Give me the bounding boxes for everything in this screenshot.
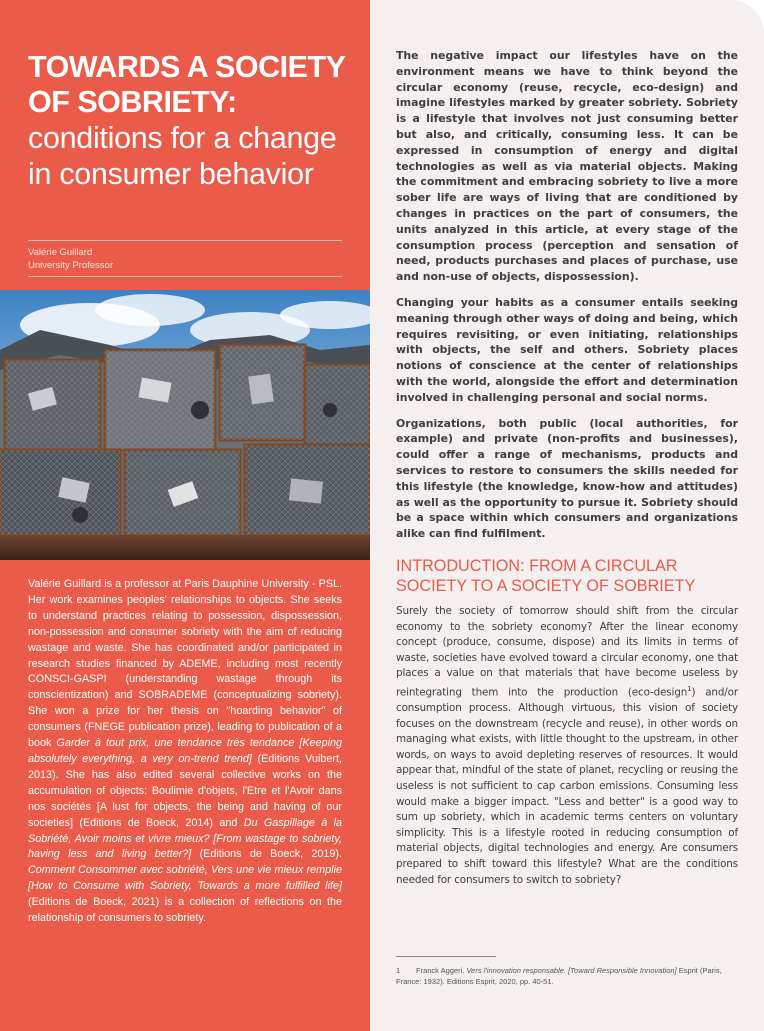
author-divider <box>28 276 342 277</box>
lead-paragraph: Organizations, both public (local authorities, for example) and private (non-profits and businesses), could offer a range of mechanisms, products and services to restore to consumers the skills needed for this lifestyle (the knowledge, know-how and attitudes) as well as the opportunity to pursue it. Sobriety should be a space within which consumers and organizations alike can find fulfilment. <box>396 416 738 541</box>
title-main: TOWARDS A SOCIETY OF SOBRIETY: <box>28 50 345 119</box>
title-subtitle: conditions for a change in consumer behavior <box>28 121 337 191</box>
scrap-metal-photo <box>0 290 370 560</box>
footnote: 1 Franck Aggeri. Vers l'innovation responsable. [Toward Responsible Innovation] Esprit (Paris, France: 1932). Editions Esprit, 2020, pp. 40-51. <box>396 966 722 986</box>
footnote-divider <box>396 956 496 957</box>
lead-paragraph: Changing your habits as a consumer entails seeking meaning through other ways of doing and being, which requires revisiting, or even initiating, relationships with objects, the self and others. Sobriety places notions of conscience at the center of relationships with the world, alongside the effort and determination involved in challenging personal and social norms. <box>396 295 738 404</box>
author-role: University Professor <box>28 260 113 271</box>
right-column <box>370 0 764 1031</box>
left-column <box>0 0 370 1031</box>
author-name: Valérie Guillard <box>28 247 93 258</box>
book-title-consommer: Comment Consommer avec sobriété, Vers une vie mieux remplie [How to Consume with Sobriety, Towards a more fulfilled life] <box>28 864 342 893</box>
author-bio: Valérie Guillard is a professor at Paris Dauphine University - PSL. Her work examines peoples' relationships to objects. She seeks to understand practices relating to possession, dispossession, non-possession and consumer sobriety with the aim of reducing wastage and waste. She has coordinated and/or participated in research studies financed by ADEME, including most recently CONSCI-GASPI (understanding wastage through its conscientization) and SOBRADEME (conceptualizing sobriety). She won a prize for her thesis on "hoarding behavior" of consumers (FNEGE publication prize), leading to publication of a book Garder à tout prix, une tendance très tendance [Keeping absolutely everything, a very on-trend trend] (Editions Vuibert, 2013). She has also edited several collective works on the accumulation of objects: Boulimie d'objets, l'Etre et l'Avoir dans nos sociétés [A lust for objects, the being and having of our societies] (Editions de Boeck, 2014) and Du Gaspillage à la Sobriété, Avoir moins et vivre mieux? [From wastage to sobriety, having less and living better?] (Editions de Boeck, 2019). Comment Consommer avec sobriété, Vers une vie mieux remplie [How to Consume with Sobriety, Towards a more fulfilled life] (Editions de Boeck, 2021) is a collection of reflections on the relationship of consumers to sobriety. <box>28 578 343 925</box>
title-divider <box>28 240 342 241</box>
book-title-gaspillage: Du Gaspillage à la Sobriété, Avoir moins et vivre mieux? [From wastage to sobriety, having less and living better?] <box>28 816 342 861</box>
lead-paragraph: The negative impact our lifestyles have on the environment means we have to think beyond the circular economy (reuse, recycle, eco-design) and imagine lifestyles marked by greater sobriety. Sobriety is a lifestyle that involves not just consuming better but also, and critically, consuming less. It can be expressed in consumption of energy and digital technologies as well as via material objects. Making the commitment and embracing sobriety to live a more sober life are ways of living that are conditioned by changes in practices on the part of consumers, the units analyzed in this article, at every stage of the consumption process (perception and sensation of need, products purchases and places of purchase, use and non-use of objects, dispossession). <box>396 49 738 284</box>
footnote-ref[interactable]: 1 <box>687 684 692 693</box>
section-heading: INTRODUCTION: FROM A CIRCULAR SOCIETY TO A SOCIETY OF SOBRIETY <box>396 557 696 595</box>
lead-paragraphs <box>396 48 738 552</box>
book-title-garder: Garder à tout prix, une tendance très tendance [Keeping absolutely everything, a very on-trend trend] <box>28 737 342 765</box>
section-body: Surely the society of tomorrow should shift from the circular economy to the sobriety economy? After the linear economy concept (produce, consume, dispose) and its limits in terms of waste, societies have evolved toward a circular economy, one that places a value on that materials that have become useless by reintegrating them into the production (eco-design$^1$) and/or consumption process. Although virtuous, this vision of society focuses on the downstream (recycle and reuse), in other words on managing what exists, with little thought to the upstream, in other words, on ways to avoid depleting reserves of resources. It would appear that, mindful of the state of planet, recycling or reusing the useless is not sufficient to cap carbon emissions. Consuming less would make a bigger impact. "Less and better" is a good way to sum up sobriety, which in academic terms centers on voluntary simplicity. This is a lifestyle rooted in reducing consumption of material objects, digital technologies and energy. Are consumers prepared to shift toward this lifestyle? What are the conditions needed for consumers to switch to sobriety? <box>396 605 738 886</box>
